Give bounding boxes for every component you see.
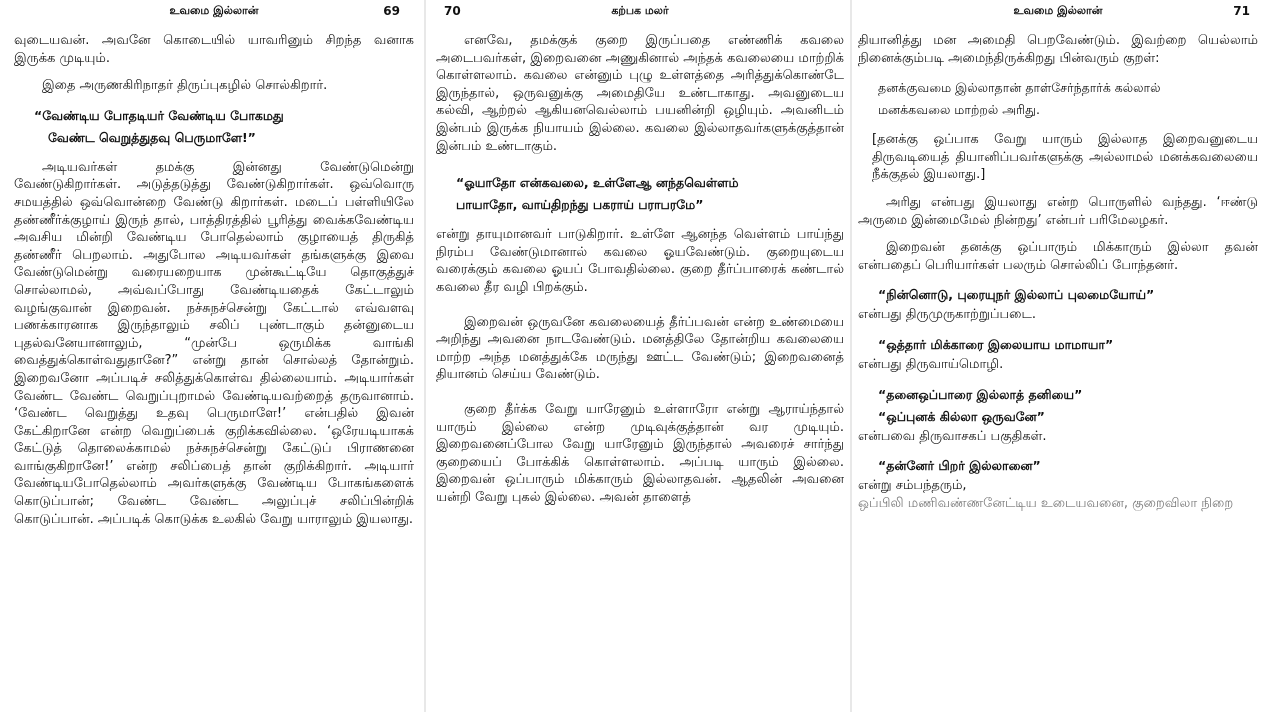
paragraph: அரிது என்பது இயலாது என்ற பொருளில் வந்தது. ‘ஈண்டு அருமை இன்மைமேல் நின்றது’ என்பர் பரிமேலழகர். <box>858 194 1258 228</box>
page-header <box>14 0 414 22</box>
verse-line: பாயாதோ, வாய்திறந்து பகராய் பராபரமே” <box>456 197 704 213</box>
verse-line: “ஒத்தார் மிக்காரை இலையாய மாமாயா” <box>878 336 1114 352</box>
page-number: 71 <box>1233 4 1250 18</box>
running-title: கற்பக மலர் <box>611 4 669 17</box>
paragraph: என்பவை திருவாசகப் பகுதிகள். <box>858 428 1047 444</box>
verse-line: “ஓயாதோ என்கவலை, உள்ளேஆ னந்தவெள்ளம் <box>456 175 739 191</box>
page-number: 70 <box>444 4 461 18</box>
paragraph: தியானித்து மன அமைதி பெறவேண்டும். இவற்றை யெல்லாம் நினைக்கும்படி அமைந்திருக்கிறது பின்வரும் குறள்: <box>858 33 1258 66</box>
page-number: 69 <box>383 4 400 18</box>
paragraph: அடியவர்கள் தமக்கு இன்னது வேண்டுமென்று வேண்டுகிறார்கள். அடுத்தடுத்து வேண்டுகிறார்கள். ஒவ்வொரு சமயத்தில் ஒவ்வொன்றை வேண்டு கிறார்கள். மடைப் பள்ளியிலே தண்ணீர்க்குழாய் இருந் தால், பாத்திரத்தில் பூரித்து வைக்கவேண்டிய அவசிய மின்றி வேண்டிய போதெல்லாம் குழாயைத் திருகித் தண்ணீர் பெறலாம். அதுபோல அடியவர்கள் தங்களுக்கு இவை வேண்டுமென்று வரையறையாக முன்கூட்டியே தொகுத்துச் சொல்லாமல், அவ்வப்போது வேண்டியதைக் கேட்டாலும் வழங்குவான் இறைவன். நச்சுநச்சென்று கேட்டால் எவ்வளவு பணக்காரனாக இருந்தாலும் சலிப் புண்டாகும் தன்னுடைய புதல்வனேயானாலும், “முன்பே ஒருமிக்க வாங்கி வைத்துக்கொள்வதுதானே?” என்று தான் சொல்லத் தோன்றும். இறைவனோ அப்படிச் சலித்துக்கொள்வ தில்லையாம். அடியார்கள் வேண்ட வேண்ட வெறுப்புறாமல் வேண்டியவற்றைத் தருவானாம். ‘வேண்ட வெறுத்து உதவு பெருமாளே!’ என்பதில் இவன் கேட்கிறானே என்ற வெறுப்பைக் குறிக்கவில்லை. ‘ஒரேயடியாகக் கேட்டுத் தொலைக்காமல் நச்சுநச்சென்று கேட்டுப் பிராணனை வாங்குகிறானே!’ என்ற சலிப்பைத் தான் குறிக்கிறார். அடியார் வேண்டியபோதெல்லாம் அவர்களுக்கு வேண்டிய போகங்களைக் கொடுப்பான்; வேண்ட வேண்ட அலுப்புச் சலிப்பின்றிக் கொடுப்பான். அப்படிக் கொடுக்க உலகில் வேறு யாராலும் இயலாது. <box>14 159 414 527</box>
middle-page <box>426 0 850 712</box>
verse-line: “ஒப்புனக் கில்லா ஒருவனே” <box>878 408 1045 424</box>
right-page <box>852 0 1264 712</box>
paragraph: வுடையவன். அவனே கொடையில் யாவரினும் சிறந்த வனாக இருக்க முடியும். <box>14 33 414 66</box>
left-page <box>0 0 424 712</box>
verse-line: “தன்னேர் பிறர் இல்லானை” <box>878 458 1041 474</box>
verse-line: “வேண்டிய போதடியர் வேண்டிய போகமது <box>34 107 284 123</box>
page-header <box>436 0 844 22</box>
running-title: உவமை இல்லான் <box>1013 4 1103 17</box>
verse-line: வேண்ட வெறுத்துதவு பெருமாளே!” <box>48 129 256 145</box>
running-title: உவமை இல்லான் <box>169 4 259 17</box>
kural-line: மனக்கவலை மாற்றல் அரிது. <box>878 102 1040 118</box>
paragraph: என்பது திருமுருகாற்றுப்படை. <box>858 307 1036 323</box>
verse-line: “தனைஒப்பாரை இல்லாத் தனியை” <box>878 386 1083 402</box>
paragraph: என்று தாயுமானவர் பாடுகிறார். உள்ளே ஆனந்த வெள்ளம் பாய்ந்து நிரம்ப வேண்டுமானால் கவலை ஓயவேண்டும். குறையுடைய வரைக்கும் கவலை ஓயப் போவதில்லை. குறை தீர்ப்பாரைக் கண்டால் கவலை தீர வழி பிறக்கும். <box>436 227 844 295</box>
cut-off-line: ஒப்பிலி மணிவண்ணனேட்டிய உடையவனை, குறைவிலா நிறை <box>858 495 1234 511</box>
page-header <box>858 0 1258 22</box>
paragraph: இறைவன் தனக்கு ஒப்பாரும் மிக்காரும் இல்லா தவன் என்பதைப் பெரியார்கள் பலரும் சொல்லிப் போந்தனர். <box>858 240 1258 273</box>
paragraph: எனவே, தமக்குக் குறை இருப்பதை எண்ணிக் கவலை அடைபவர்கள், இறைவனை அணுகினால் அந்தக் கவலையை மாற்றிக் கொள்ளலாம். கவலை என்னும் புழு உள்ளத்தை அரித்துக்கொண்டே இருந்தால், ஒருவனுக்கு அமைதியே உண்டாகாது. அவனுடைய கல்வி, ஆற்றல் ஆகியனவெல்லாம் பயனின்றி ஒழியும். அவனிடம் இன்பம் இருக்க நியாயம் இல்லை. கவலை இல்லாதவர்களுக்குத்தான் இன்பம் உண்டாகும். <box>436 33 844 154</box>
verse-line: “நின்னொடு, புரையுநர் இல்லாப் புலமையோய்” <box>878 287 1155 303</box>
paragraph: இறைவன் ஒருவனே கவலையைத் தீர்ப்பவன் என்ற உண்மையை அறிந்து அவனை நாடவேண்டும். மனத்திலே தோன்றிய கவலையை மாற்ற அந்த மனத்துக்கே மருந்து ஊட்ட வேண்டும்; இறைவனைத் தியானம் செய்ய வேண்டும். <box>436 314 844 383</box>
kural-line: தனக்குவமை இல்லாதான் தாள்சேர்ந்தார்க் கல்லால் <box>878 80 1161 96</box>
bracket-note: [தனக்கு ஒப்பாக வேறு யாரும் இல்லாத இறைவனுடைய திருவடியைத் தியானிப்பவர்களுக்கு அல்லாமல் மனக்கவலையை நீக்குதல் இயலாது.] <box>872 132 1258 183</box>
paragraph: என்பது திருவாய்மொழி. <box>858 356 1004 372</box>
paragraph: என்று சம்பந்தரும், <box>858 478 967 494</box>
paragraph: இதை அருணகிரிநாதர் திருப்புகழில் சொல்கிறார். <box>42 78 328 94</box>
paragraph: குறை தீர்க்க வேறு யாரேனும் உள்ளாரோ என்று ஆராய்ந்தால் யாரும் இல்லை என்ற முடிவுக்குத்தான் வர முடியும். இறைவனைப்போல வேறு யாரேனும் இருந்தால் அவரைச் சார்ந்து குறையைப் போக்கிக் கொள்ளலாம். அப்படி யாரும் இல்லை. இறைவன் ஒப்பாரும் மிக்காரும் இல்லாதவன். ஆதலின் அவனை யன்றி வேறு புகல் இல்லை. அவன் தாளைத் <box>436 401 844 505</box>
